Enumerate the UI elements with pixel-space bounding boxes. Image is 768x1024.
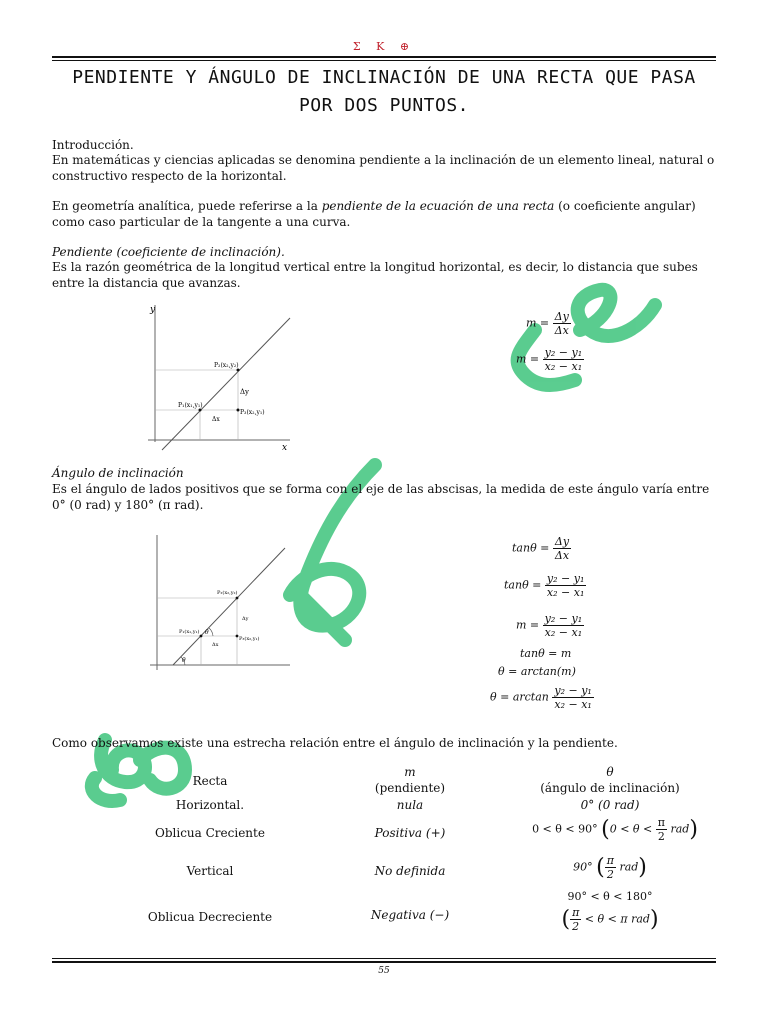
decreciente-frac — [570, 906, 581, 933]
label-dy: Δy — [240, 388, 250, 396]
row-vertical-recta: Vertical — [186, 864, 234, 878]
row-vertical-theta — [510, 854, 710, 881]
row-decreciente-theta-rad — [510, 906, 710, 933]
af6-lhs: θ = arctan — [490, 690, 549, 704]
row-horizontal-theta: 0° (0 rad) — [580, 798, 640, 812]
vertical-frac-num: π — [606, 854, 614, 867]
header-recta: Recta — [192, 774, 228, 788]
angle-point-p3 — [236, 635, 239, 638]
angle-point-p2 — [236, 597, 239, 600]
angle-heading: Ángulo de inclinación — [52, 466, 184, 480]
slope-graph — [140, 300, 300, 455]
row-horizontal-recta: Horizontal. — [175, 798, 245, 812]
angle-graph — [145, 530, 295, 680]
af2-num: y₂ − y₁ — [546, 572, 585, 585]
row-vertical-m: No definida — [374, 864, 446, 878]
vertical-frac — [605, 854, 616, 881]
af3-fraction — [543, 612, 584, 639]
header-theta-symbol: θ — [606, 765, 614, 779]
af6-num: y₂ − y₁ — [554, 684, 592, 697]
label-p1: P₁(x₁,y₁) — [178, 402, 203, 409]
intro-paragraph-2 — [52, 199, 716, 230]
angle-formula-4: tanθ = m — [520, 647, 572, 660]
f1-fraction — [553, 310, 571, 337]
label-p3: P₃(x₂,y₁) — [240, 409, 265, 416]
slope-text: Es la razón geométrica de la longitud vertical entre la longitud horizontal, es decir, lo distancia que subes entre la distancia que avanzas. — [52, 260, 698, 290]
f2-den: x₂ − x₁ — [544, 360, 583, 373]
footer-rule-bottom — [52, 961, 716, 963]
f2-num: y₂ − y₁ — [544, 346, 583, 359]
paren-open: ( — [601, 817, 610, 842]
title-line-2: POR DOS PUNTOS. — [298, 95, 470, 116]
slope-formula-1 — [526, 310, 571, 337]
af3-num: y₂ − y₁ — [544, 612, 583, 625]
af2-lhs: tanθ = — [504, 578, 542, 592]
paren-open: ( — [596, 855, 605, 880]
label-dx: Δx — [212, 416, 220, 423]
angle-formula-5: θ = arctan(m) — [498, 665, 576, 678]
graph-line — [162, 318, 290, 450]
f2-lhs: m = — [516, 352, 540, 366]
angle-label-p2: P₂(x₂,y₂) — [217, 590, 238, 596]
slope-heading: Pendiente (coeficiente de inclinación). — [52, 245, 285, 259]
f1-num: Δy — [554, 310, 569, 323]
angle-label-dx: Δx — [212, 642, 219, 648]
header-m-sub: (pendiente) — [374, 781, 446, 795]
y-axis-label: y — [150, 305, 156, 315]
header-m-symbol: m — [404, 765, 416, 779]
angle-point-p1 — [200, 635, 203, 638]
intro-paragraph-1: En matemáticas y ciencias aplicadas se denomina pendiente a la inclinación de un elemento lineal, natural o constructivo respecto de la horizontal. — [52, 153, 715, 183]
row-creciente-recta: Oblicua Creciente — [155, 826, 265, 840]
creciente-frac-num: π — [657, 816, 665, 829]
header-logo: Σ K ⊕ — [352, 40, 416, 53]
header-theta — [510, 764, 710, 796]
angle-formula-2 — [504, 572, 586, 599]
f2-fraction — [543, 346, 584, 373]
header-rule-top — [52, 56, 716, 58]
page-title — [40, 64, 728, 120]
paren-close: ) — [649, 907, 659, 932]
af3-den: x₂ − x₁ — [544, 626, 583, 639]
header-rule-bottom — [52, 60, 716, 61]
af1-lhs: tanθ = — [512, 541, 550, 555]
af1-fraction — [553, 535, 571, 562]
angle-text: Es el ángulo de lados positivos que se forma con el eje de las abscisas, la medida de este ángulo varía entre 0° (0 rad) y 180° (π rad). — [52, 482, 710, 512]
page-number: 55 — [378, 966, 390, 976]
f1-lhs: m = — [526, 316, 550, 330]
af6-fraction — [552, 684, 593, 711]
x-axis-label: x — [282, 443, 288, 453]
af6-den: x₂ − x₁ — [554, 698, 592, 711]
af1-num: Δy — [554, 535, 570, 548]
f1-den: Δx — [554, 324, 569, 337]
angle-label-p3: P₃(x₂,y₁) — [239, 636, 260, 642]
angle-label-p1: P₁(x₁,y₁) — [179, 629, 200, 635]
label-p2: P₂(x₂,y₂) — [214, 362, 239, 369]
angle-formula-6 — [490, 684, 594, 711]
decreciente-frac-num: π — [572, 906, 580, 919]
row-creciente-m: Positiva (+) — [374, 826, 446, 840]
angle-label-theta-base: θ — [182, 657, 186, 664]
header-theta-sub: (ángulo de inclinación) — [540, 781, 680, 795]
intro-p2-emphasis: pendiente de la ecuación de una recta — [321, 199, 555, 213]
creciente-rad: rad — [670, 822, 690, 836]
relation-text: Como observamos existe una estrecha relación entre el ángulo de inclinación y la pendiente. — [52, 736, 618, 750]
intro-p2-end: (o coeficiente angular) como caso particular de la tangente a una curva. — [52, 199, 696, 229]
title-line-1: PENDIENTE Y ÁNGULO DE INCLINACIÓN DE UNA RECTA QUE PASA — [72, 67, 696, 88]
row-horizontal-m: nula — [396, 798, 424, 812]
theta-arc-p1 — [209, 628, 213, 636]
vertical-rad: rad — [619, 860, 639, 874]
intro-p2-start: En geometría analítica, puede referirse a la — [52, 199, 322, 213]
angle-label-theta: θ — [205, 629, 209, 636]
angle-graph-line — [173, 548, 285, 665]
row-decreciente-theta-range: 90° < θ < 180° — [567, 890, 653, 903]
angle-formula-1 — [512, 535, 571, 562]
creciente-range: 0 < θ < 90° — [532, 822, 598, 836]
af2-fraction — [545, 572, 586, 599]
creciente-frac-den: 2 — [657, 830, 665, 843]
creciente-range-rad: 0 < θ < — [609, 822, 653, 836]
slope-formula-2 — [516, 346, 584, 373]
decreciente-frac-den: 2 — [572, 920, 580, 933]
footer-rule-top — [52, 958, 716, 959]
af2-den: x₂ − x₁ — [546, 586, 585, 599]
header-m — [340, 764, 480, 796]
row-creciente-theta — [510, 816, 720, 843]
af3-lhs: m = — [516, 618, 540, 632]
vertical-frac-den: 2 — [606, 868, 614, 881]
intro-heading: Introducción. — [52, 138, 134, 152]
angle-formula-3 — [516, 612, 584, 639]
paren-close: ) — [638, 855, 647, 880]
decreciente-rad: < θ < π rad — [584, 912, 650, 926]
creciente-frac — [656, 816, 667, 843]
af1-den: Δx — [554, 549, 570, 562]
angle-label-dy: Δy — [242, 616, 249, 622]
row-decreciente-recta: Oblicua Decreciente — [147, 910, 273, 924]
paren-open: ( — [561, 907, 571, 932]
paren-close: ) — [689, 817, 698, 842]
vertical-deg: 90° — [573, 860, 593, 874]
row-decreciente-m: Negativa (−) — [370, 908, 450, 922]
